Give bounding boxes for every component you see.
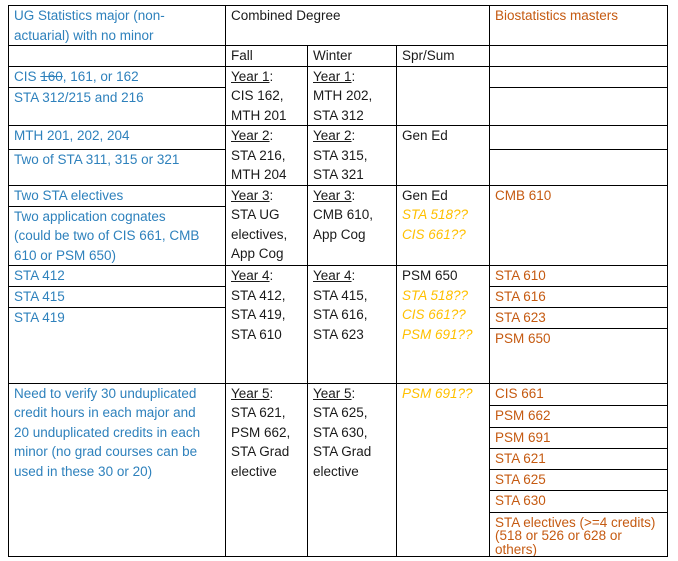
course-line: PSM 650 [402, 268, 458, 283]
cell-fall-year4 [226, 266, 308, 384]
cell-bio-sta623: STA 623 [490, 307, 668, 328]
cell-bio-year2-empty [490, 126, 668, 150]
title-line: UG Statistics major (non- [14, 8, 165, 23]
course-line: MTH 202, [313, 88, 373, 103]
cell-sta312-row: STA 312/215 and 216 [9, 88, 226, 126]
cis-suffix: , 161, or 162 [62, 68, 139, 84]
cell-biostatistics-masters-header: Biostatistics masters [490, 6, 668, 46]
year-label-line: Year 2: [231, 128, 274, 143]
cell-bio-sta621: STA 621 [490, 448, 668, 469]
cell-application-cognates [9, 206, 226, 266]
verify-line: minor (no grad courses can be [14, 444, 198, 459]
cell-bio-psm691: PSM 691 [490, 427, 668, 448]
cell-winter-year3 [308, 185, 397, 266]
cell-fall-year3 [226, 185, 308, 266]
cell-sprsum-year5 [397, 383, 490, 557]
year-label-line: Year 3: [313, 187, 356, 203]
cell-two-sta-electives: Two STA electives [9, 185, 226, 206]
course-line: elective [313, 463, 359, 479]
tentative-course-line: PSM 691?? [402, 385, 473, 401]
cell-bio-sta630: STA 630 [490, 490, 668, 512]
year-label-line: Year 5: [231, 385, 274, 401]
cell-sta412: STA 412 [9, 266, 226, 287]
cell-bio-psm650: PSM 650 [490, 328, 668, 383]
course-line: elective [231, 463, 277, 479]
course-line: App Cog [313, 226, 366, 242]
title-line: actuarial) with no minor [14, 27, 154, 43]
course-line: STA 616, [313, 307, 368, 322]
cell-bio-sta616: STA 616 [490, 286, 668, 307]
course-line: STA 419, [231, 307, 286, 322]
cell-two-of-sta-row: Two of STA 311, 315 or 321 [9, 149, 226, 185]
verify-line: 20 unduplicated credits in each [14, 424, 201, 440]
course-line: STA 321 [313, 167, 364, 182]
year-label-line: Year 5: [313, 385, 356, 401]
year-label-line: Year 1: [231, 68, 274, 84]
course-line: STA 621, [231, 405, 286, 420]
cognates-line: 610 or PSM 650) [14, 247, 117, 263]
cis-struck-160: 160 [40, 68, 63, 84]
tentative-course-line: STA 518?? [402, 287, 469, 303]
cell-bio-year1-empty2 [490, 88, 668, 126]
course-line: STA 412, [231, 287, 286, 303]
course-line: STA 415, [313, 287, 368, 303]
cell-sta419: STA 419 [9, 307, 226, 383]
cell-bio-sta625: STA 625 [490, 469, 668, 490]
tentative-course-line: CIS 661?? [402, 226, 466, 242]
course-line: electives, [231, 226, 288, 242]
course-line: STA 630, [313, 424, 368, 440]
cell-winter-year2 [308, 126, 397, 186]
cognates-line: (could be two of CIS 661, CMB [14, 228, 200, 243]
year-label-line: Year 2: [313, 128, 356, 143]
tentative-course-line: PSM 691?? [402, 326, 473, 342]
cell-sta415: STA 415 [9, 286, 226, 307]
cell-bio-year3: CMB 610 [490, 185, 668, 266]
cell-combined-degree-header: Combined Degree [226, 6, 490, 46]
cell-bio-sta610: STA 610 [490, 266, 668, 287]
course-line: STA 315, [313, 147, 368, 163]
year-label-line: Year 4: [313, 268, 356, 283]
cell-ug-major-title [9, 6, 226, 46]
course-line: MTH 201 [231, 107, 287, 123]
cell-sprsum-year2: Gen Ed [397, 126, 490, 186]
cell-sprsum-year1-empty [397, 66, 490, 126]
course-line: STA 625, [313, 405, 368, 420]
electives-line: (518 or 526 or 628 or [495, 528, 622, 543]
electives-line: others) [495, 541, 538, 557]
cell-winter-year5 [308, 383, 397, 557]
course-line: STA Grad [231, 444, 290, 459]
cell-bio-year2-empty2 [490, 149, 668, 185]
course-line: STA 623 [313, 326, 364, 342]
course-line: STA 610 [231, 326, 282, 342]
course-line: MTH 204 [231, 167, 287, 182]
verify-line: credit hours in each major and [14, 405, 196, 420]
col-header-sprsum: Spr/Sum [397, 46, 490, 67]
course-line: PSM 662, [231, 424, 291, 440]
col-header-winter: Winter [308, 46, 397, 67]
cell-sprsum-year3 [397, 185, 490, 266]
verify-line: Need to verify 30 unduplicated [14, 385, 197, 401]
cognates-line: Two application cognates [14, 208, 166, 224]
year-label-line: Year 4: [231, 268, 274, 283]
degree-plan-table [8, 5, 668, 557]
cell-winter-year1 [308, 66, 397, 126]
tentative-course-line: STA 518?? [402, 207, 469, 222]
tentative-course-line: CIS 661?? [402, 307, 466, 322]
cell-mth-row: MTH 201, 202, 204 [9, 126, 226, 150]
cell-bio-sta-electives [490, 512, 668, 557]
cell-bio-year1-empty [490, 66, 668, 88]
course-line: STA Grad [313, 444, 372, 459]
cell-sprsum-year4 [397, 266, 490, 384]
cell-fall-year2 [226, 126, 308, 186]
course-line: STA UG [231, 207, 280, 222]
cell-bio-psm662: PSM 662 [490, 405, 668, 427]
cell-verify-note [9, 383, 226, 557]
course-line: App Cog [231, 246, 284, 261]
cis-prefix: CIS [14, 68, 41, 84]
cell-fall-year5 [226, 383, 308, 557]
course-line: CIS 162, [231, 88, 284, 103]
cell-cis-courses [9, 66, 226, 88]
cell-bio-cis661: CIS 661 [490, 383, 668, 405]
cell-left-header-empty [9, 46, 226, 67]
cell-bio-header-empty [490, 46, 668, 67]
col-header-fall: Fall [226, 46, 308, 67]
year-label-line: Year 1: [313, 68, 356, 84]
course-line: STA 216, [231, 147, 286, 163]
course-line: STA 312 [313, 107, 364, 123]
cell-winter-year4 [308, 266, 397, 384]
course-line: CMB 610, [313, 207, 374, 222]
year-label-line: Year 3: [231, 187, 274, 203]
verify-line: used in these 30 or 20) [14, 463, 153, 479]
course-line: Gen Ed [402, 187, 448, 203]
cell-fall-year1 [226, 66, 308, 126]
electives-line: STA electives (>=4 credits) [495, 514, 656, 530]
